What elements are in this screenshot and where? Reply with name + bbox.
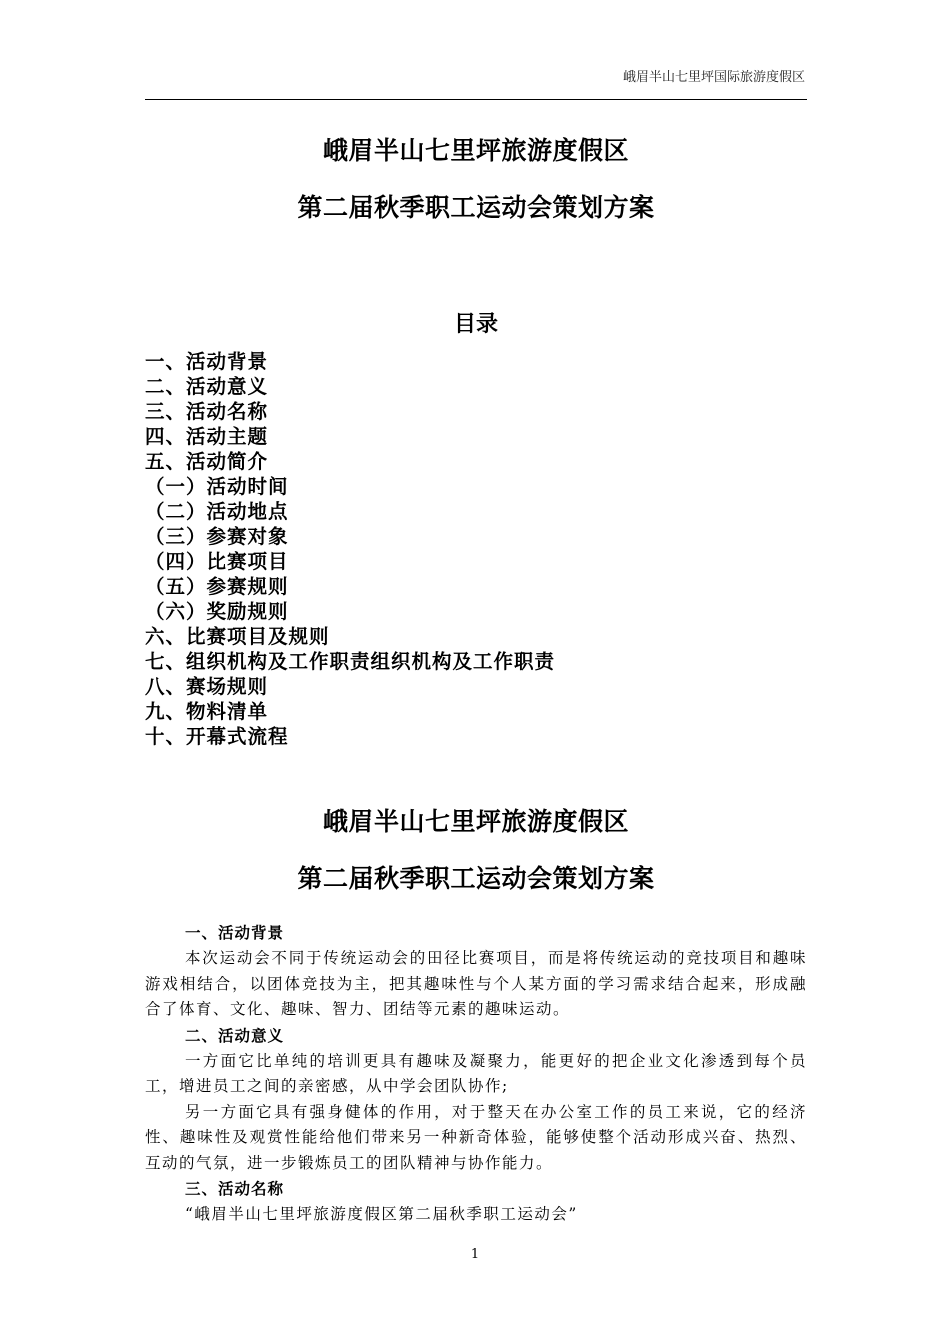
toc-item[interactable]: （五）参赛规则 (145, 575, 289, 598)
cover-title-line1: 峨眉半山七里坪旅游度假区 (322, 136, 629, 165)
main-title-line2: 第二届秋季职工运动会策划方案 (297, 864, 655, 893)
toc-item[interactable]: 三、活动名称 (145, 400, 269, 423)
paragraph: 本次运动会不同于传统运动会的田径比赛项目，而是将传统运动的竞技项目和趣味游戏相结合，以团体竞技为主，把其趣味性与个人某方面的学习需求结合起来，形成融合了体育、文化、趣味、智力、团结等元素的趣味运动。 (145, 949, 807, 1018)
main-title (145, 806, 807, 895)
document-body (145, 920, 807, 1228)
paragraph: 一方面它比单纯的培训更具有趣味及凝聚力，能更好的把企业文化渗透到每个员工，增进员工之间的亲密感，从中学会团队协作; (145, 1051, 807, 1095)
toc-item[interactable]: 一、活动背景 (145, 350, 269, 373)
cover-title-line2: 第二届秋季职工运动会策划方案 (297, 193, 655, 222)
toc-heading: 目录 (453, 312, 498, 337)
toc-item[interactable]: （三）参赛对象 (145, 525, 289, 548)
event-name-quote: “峨眉半山七里坪旅游度假区第二届秋季职工运动会” (185, 1205, 578, 1223)
toc-item[interactable]: 八、赛场规则 (145, 675, 269, 698)
page-number: 1 (470, 1247, 480, 1262)
cover-title (145, 135, 807, 224)
toc-item[interactable]: 四、活动主题 (145, 425, 269, 448)
toc-item[interactable]: 六、比赛项目及规则 (145, 625, 330, 648)
main-title-line1: 峨眉半山七里坪旅游度假区 (322, 807, 629, 836)
toc-item[interactable]: 七、组织机构及工作职责组织机构及工作职责 (145, 650, 556, 673)
toc-item[interactable]: （二）活动地点 (145, 500, 289, 523)
section-heading-significance: 二、活动意义 (185, 1026, 285, 1045)
toc-item[interactable]: 五、活动简介 (145, 450, 269, 473)
paragraph: 另一方面它具有强身健体的作用，对于整天在办公室工作的员工来说，它的经济性、趣味性及观赏性能给他们带来另一种新奇体验，能够使整个活动形成兴奋、热烈、互动的气氛，进一步锻炼员工的团队精神与协作能力。 (145, 1102, 807, 1172)
toc-item[interactable]: （六）奖励规则 (145, 600, 289, 623)
toc-item[interactable]: 十、开幕式流程 (145, 725, 289, 748)
toc-item[interactable]: （一）活动时间 (145, 475, 289, 498)
table-of-contents (145, 349, 555, 749)
toc-item[interactable]: 九、物料清单 (145, 700, 269, 723)
section-heading-name: 三、活动名称 (185, 1180, 285, 1198)
header-rule (145, 99, 807, 100)
toc-item[interactable]: 二、活动意义 (145, 375, 269, 398)
section-heading-background: 一、活动背景 (185, 924, 285, 942)
toc-item[interactable]: （四）比赛项目 (145, 550, 289, 573)
running-header: 峨眉半山七里坪国际旅游度假区 (622, 70, 805, 85)
